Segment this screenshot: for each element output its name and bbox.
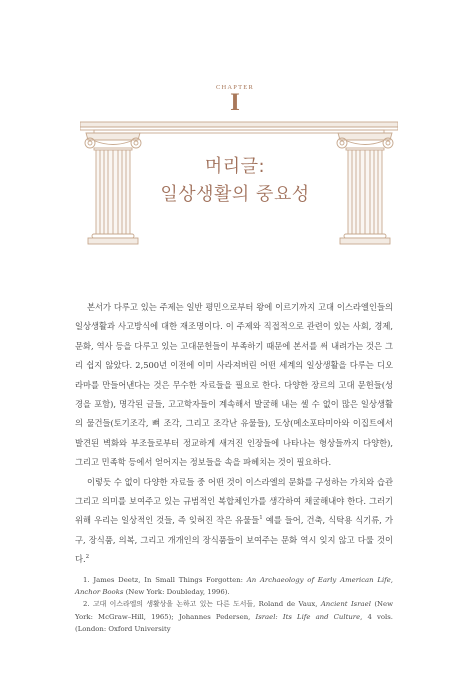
title-line-2: 일상생활의 중요성 xyxy=(160,184,310,205)
paragraph-2 xyxy=(75,473,393,570)
footnote-1-pub: (New York: Doubleday, 1996). xyxy=(123,588,230,597)
body-text xyxy=(75,298,393,570)
footnote-2-pub-1: (New York: McGraw–Hill, 1965); Johannes Pedersen, xyxy=(75,600,394,621)
footnote-1-text: 1. James Deetz, In Small Things Forgotten: xyxy=(83,576,247,584)
footnote-ref-1[interactable]: 1 xyxy=(259,515,263,522)
footnote-2 xyxy=(75,598,393,635)
footnote-2-pub-2: , 4 vols. (London: Oxford University xyxy=(75,612,393,633)
footnote-2-title-2: Israel: Its Life and Culture xyxy=(255,612,361,621)
paragraph-1: 본서가 다루고 있는 주제는 일반 평민으로부터 왕에 이르기까지 고대 이스라엘인들의 일상생활과 사고방식에 대한 재조명이다. 이 주제와 직접적으로 관련이 있는 사회, 경제, 문화, 역사 등을 다루고 있는 고대문헌들이 부족하기 때문에 본서를 써 내려가는 것은 그리 쉽지 않았다. 2,500년 이전에 이미 사라져버린 어떤 세계의 일상생활을 다루는 디오라마를 만들어낸다는 것은 무수한 자료들을 필요로 한다. 다양한 장르의 고대 문헌들(성경을 포함), 명각된 글들, 고고학자들이 계속해서 발굴해 내는 셀 수 없이 많은 일상생활의 물건들(토기조각, 뼈 조각, 그리고 조각난 유물들), 도상(메소포타미아와 이집트에서 발견된 벽화와 부조들로부터 정교하게 새겨진 인장들에 나타나는 형상들까지 다양한), 그리고 민족학 등에서 얻어지는 정보들을 속을 파헤치는 것이 필요하다. xyxy=(75,302,393,468)
footnote-1-title: An Archaeology of Early American Life, Anchor Books xyxy=(75,576,393,597)
chapter-label: CHAPTER xyxy=(215,84,254,91)
title-line-1: 머리글: xyxy=(204,156,266,177)
footnote-2-title-1: Ancient Israel xyxy=(320,600,371,609)
paragraph-2-part-a: 이렇듯 수 없이 다양한 자료들 중 어떤 것이 이스라엘의 문화를 구성하는 가치와 습관 그리고 의미를 보여주고 있는 규범적인 복합체인가를 생각하여 채굴해내야 한다. 그러기 위해 우리는 일상적인 것들, 즉 잊혀진 작은 유물들 xyxy=(75,476,393,526)
chapter-number: I xyxy=(230,89,240,116)
footnotes xyxy=(75,574,393,635)
footnote-ref-2[interactable]: 2 xyxy=(85,554,90,561)
footnote-2-text: 2. 고대 이스라엘의 생활상을 논하고 있는 다른 도서들, Roland de Vaux, xyxy=(83,600,321,609)
footnote-1 xyxy=(75,574,393,598)
paragraph-2-part-b: 예를 들어, 건축, 식탁용 식기류, 가구, 장식품, 의복, 그리고 개개인의 장식품들이 보여주는 문화 역시 잊지 않고 다룰 것이다. xyxy=(75,515,393,565)
